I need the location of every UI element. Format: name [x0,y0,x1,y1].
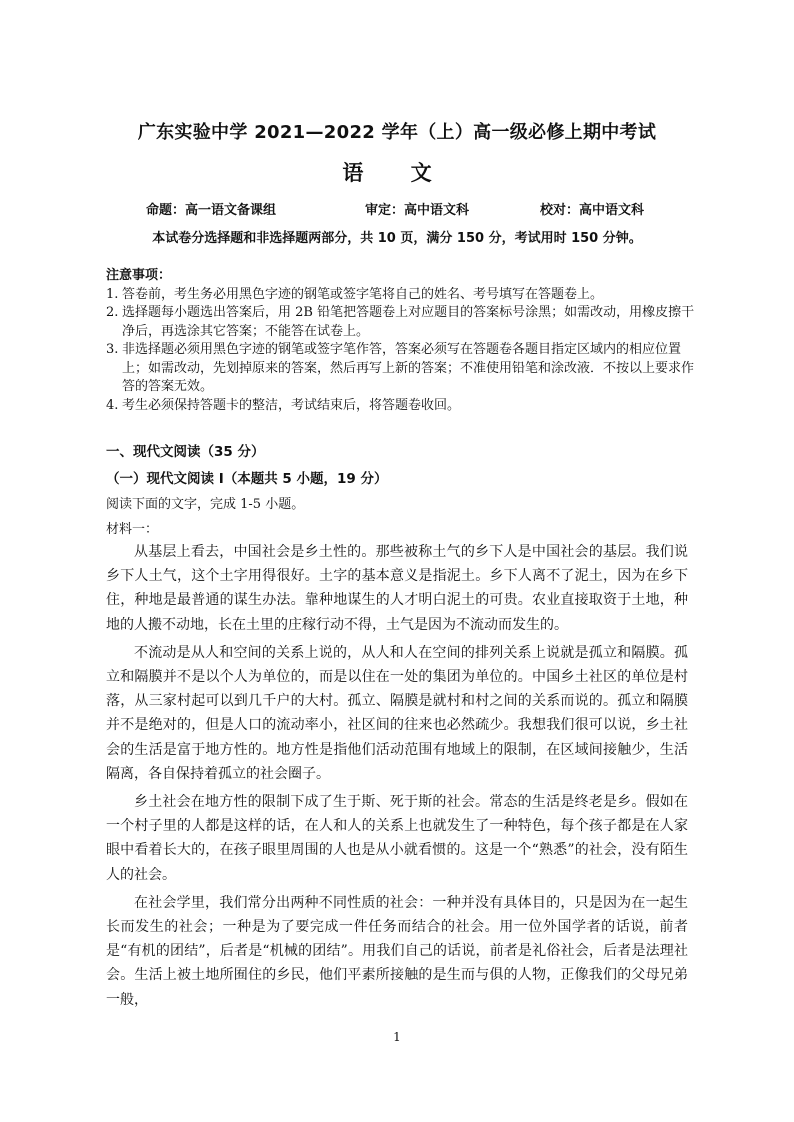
notice-item-text: 考生必须保持答题卡的整洁，考试结束后，将答题卷收回。 [122,397,461,413]
notice-item [106,397,696,416]
notice-item [106,304,696,341]
page-number: 1 [393,1030,401,1044]
proofreader-info: 校对：高中语文科 [540,203,645,218]
passage-paragraph: 不流动是从人和空间的关系上说的，从人和人在空间的排列关系上说就是孤立和隔膜。孤立和隔膜并不是以个人为单位的，而是以住在一处的集团为单位的。中国乡土社区的单位是村落，从三家村起可以到几千户的大村。孤立、隔膜是就村和村之间的关系而说的。孤立和隔膜并不是绝对的，但是人口的流动率小，社区间的往来也必然疏少。我想我们很可以说，乡土社会的生活是富于地方性的。地方性是指他们活动范围有地域上的限制，在区域间接触少，生活隔离，各自保持着孤立的社会圈子。 [106,644,688,782]
passage-paragraph: 从基层上看去，中国社会是乡土性的。那些被称土气的乡下人是中国社会的基层。我们说乡下人土气，这个土字用得很好。土字的基本意义是指泥土。乡下人离不了泥土，因为在乡下住，种地是最普通的谋生办法。靠种地谋生的人才明白泥土的可贵。农业直接取资于土地，种地的人搬不动地，长在土里的庄稼行动不得，土气是因为不流动而发生的。 [106,544,688,633]
passage-paragraph: 乡土社会在地方性的限制下成了生于斯、死于斯的社会。常态的生活是终老是乡。假如在一个村子里的人都是这样的话，在人和人的关系上也就发生了一种特色，每个孩子都是在人家眼中看着长大的，在孩子眼里周围的人也是从小就看惯的。这是一个“熟悉”的社会，没有陌生人的社会。 [106,794,688,883]
notice-item-number: 1. [106,286,119,302]
material-label: 材料一： [106,522,159,537]
notice-item-text: 非选择题必须用黑色字迹的钢笔或签字笔作答，答案必须写在答题卷各题目指定区域内的相应位置上；如需改动，先划掉原来的答案，然后再写上新的答案；不准使用铅笔和涂改液．不按以上要求作答的答案无效。 [122,342,695,394]
notice-item [106,341,696,397]
reading-passage [106,540,688,1016]
notice-item [106,286,696,305]
exam-summary: 本试卷分选择题和非选择题两部分，共 10 页，满分 150 分，考试用时 150 分钟。 [152,231,642,246]
reviewer-info: 审定：高中语文科 [365,203,470,218]
passage-paragraph: 在社会学里，我们常分出两种不同性质的社会：一种并没有具体目的，只是因为在一起生长而发生的社会；一种是为了要完成一件任务而结合的社会。用一位外国学者的话说，前者是“有机的团结”，后者是“机械的团结”。用我们自己的话说，前者是礼俗社会，后者是法理社会。生活上被土地所囿住的乡民，他们平素所接触的是生而与俱的人物，正像我们的父母兄弟一般， [106,894,688,1008]
part-title: 一、现代文阅读（35 分） [106,444,265,460]
notice-heading: 注意事项： [106,268,172,283]
notice-item-number: 3. [106,342,119,357]
reading-instruction: 阅读下面的文字，完成 1-5 小题。 [106,497,305,512]
notice-item-text: 答卷前，考生务必用黑色字迹的钢笔或签字笔将自己的姓名、考号填写在答题卷上。 [122,286,604,302]
notice-block [106,267,696,415]
sub-section-title: （一）现代文阅读 I（本题共 5 小题，19 分） [106,471,388,487]
notice-item-text: 选择题每小题选出答案后，用 2B 铅笔把答题卷上对应题目的答案标号涂黑；如需改动，用橡皮擦干净后，再选涂其它答案；不能答在试卷上。 [122,305,695,339]
notice-item-number: 2. [106,305,119,320]
setter-info: 命题：高一语文备课组 [146,203,277,218]
exam-title: 广东实验中学 2021—2022 学年（上）高一级必修上期中考试 [137,122,657,143]
notice-item-number: 4. [106,397,119,413]
subject-title: 语 文 [342,161,452,185]
